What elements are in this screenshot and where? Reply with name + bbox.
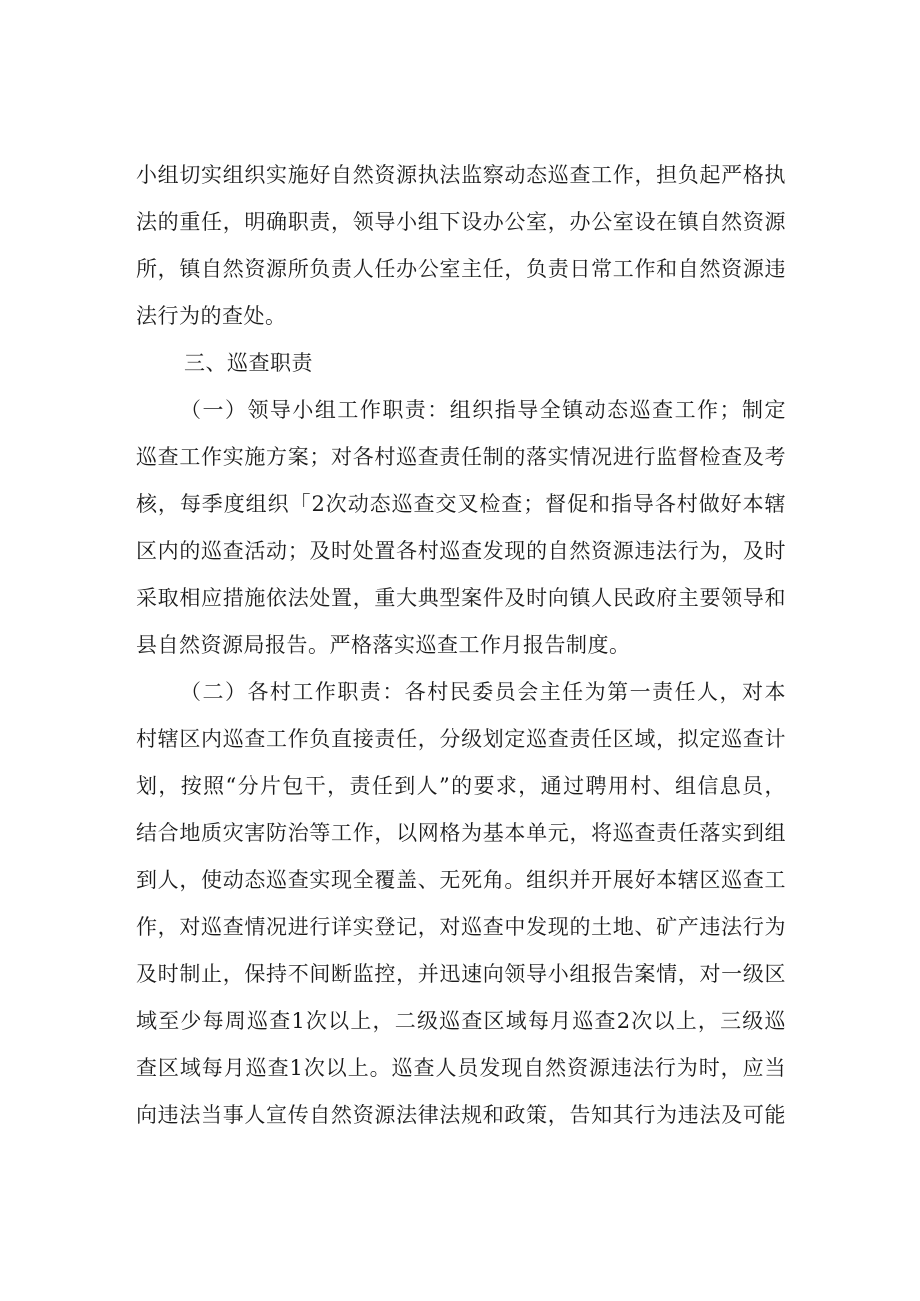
body-line: 及时制止，保持不间断监控，并迅速向领导小组报告案情，对一级区: [136, 962, 786, 986]
body-line: 核，每季度组织「2次动态巡查交叉检查；督促和指导各村做好本辖: [136, 492, 786, 516]
body-line: 法的重任，明确职责，领导小组下设办公室，办公室设在镇自然资源: [136, 210, 786, 234]
body-line: 县自然资源局报告。严格落实巡查工作月报告制度。: [136, 633, 631, 657]
body-line: 采取相应措施依法处置，重大典型案件及时向镇人民政府主要领导和: [136, 586, 786, 610]
body-line: 向违法当事人宣传自然资源法律法规和政策，告知其行为违法及可能: [136, 1103, 786, 1127]
body-line: 巡查工作实施方案；对各村巡查责任制的落实情况进行监督检查及考: [136, 445, 786, 469]
section-heading: 三、巡查职责: [184, 351, 313, 375]
body-line: 村辖区内巡查工作负直接责任，分级划定巡查责任区域，拟定巡查计: [136, 727, 786, 751]
body-line: 所，镇自然资源所负责人任办公室主任，负责日常工作和自然资源违: [136, 257, 786, 281]
paragraph-first-line: （二）各村工作职责：各村民委员会主任为第一责任人，对本: [180, 680, 786, 704]
body-line: 小组切实组织实施好自然资源执法监察动态巡查工作，担负起严格执: [136, 163, 786, 187]
paragraph-first-line: （一）领导小组工作职责：组织指导全镇动态巡查工作；制定: [180, 398, 786, 422]
body-line: 查区域每月巡查1次以上。巡查人员发现自然资源违法行为时，应当: [136, 1056, 786, 1080]
body-line: 区内的巡查活动；及时处置各村巡查发现的自然资源违法行为，及时: [136, 539, 786, 563]
body-line: 到人，使动态巡查实现全覆盖、无死角。组织并开展好本辖区巡查工: [136, 868, 786, 892]
body-line: 结合地质灾害防治等工作，以网格为基本单元，将巡查责任落实到组: [136, 821, 786, 845]
body-line: 域至少每周巡查1次以上，二级巡查区域每月巡查2次以上，三级巡: [136, 1009, 786, 1033]
body-line: 作，对巡查情况进行详实登记，对巡查中发现的土地、矿产违法行为: [136, 915, 786, 939]
body-line: 法行为的查处。: [136, 304, 287, 328]
body-line: 划，按照“分片包干，责任到人”的要求，通过聘用村、组信息员，: [136, 774, 786, 798]
